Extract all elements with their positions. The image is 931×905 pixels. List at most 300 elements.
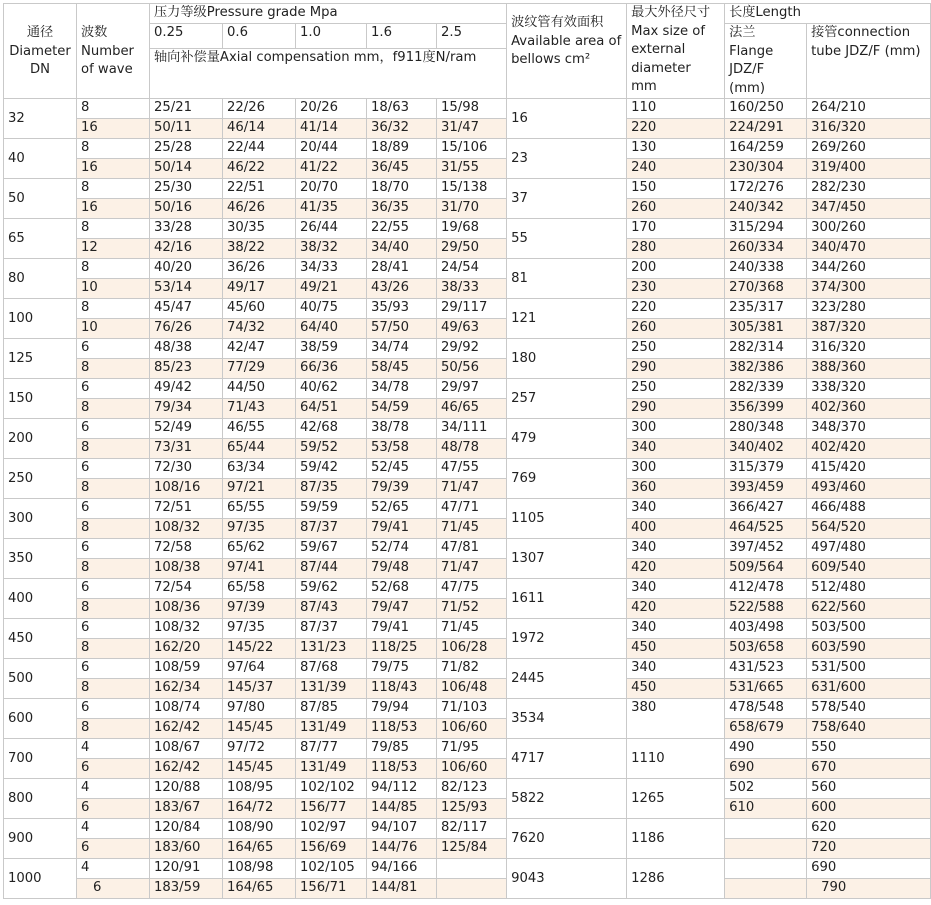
compensation-cell: 19/68	[437, 219, 507, 239]
wave-count-cell: 8	[77, 139, 150, 159]
header-effective-area: 波纹管有效面积 Available area of bellows cm²	[507, 4, 627, 99]
compensation-cell: 87/85	[296, 699, 367, 719]
compensation-cell: 131/23	[296, 639, 367, 659]
compensation-cell: 102/97	[296, 819, 367, 839]
diameter-cell: 80	[4, 259, 77, 299]
max-diameter-cell: 240	[627, 159, 725, 179]
compensation-cell: 29/50	[437, 239, 507, 259]
table-row	[4, 99, 931, 119]
table-row	[4, 599, 931, 619]
compensation-cell: 79/48	[367, 559, 437, 579]
compensation-cell: 71/45	[437, 619, 507, 639]
wave-count-cell: 8	[77, 679, 150, 699]
wave-count-cell: 8	[77, 359, 150, 379]
compensation-cell: 108/36	[150, 599, 223, 619]
wave-count-cell: 16	[77, 119, 150, 139]
compensation-cell: 52/49	[150, 419, 223, 439]
wave-count-cell: 6	[77, 659, 150, 679]
flange-length-cell	[725, 859, 807, 879]
wave-count-cell: 10	[77, 279, 150, 299]
area-cell: 37	[507, 179, 627, 219]
compensation-cell: 15/98	[437, 99, 507, 119]
wave-count-cell: 6	[77, 459, 150, 479]
compensation-cell: 15/138	[437, 179, 507, 199]
max-diameter-cell: 450	[627, 679, 725, 699]
flange-length-cell: 235/317	[725, 299, 807, 319]
compensation-cell: 15/106	[437, 139, 507, 159]
compensation-cell: 38/59	[296, 339, 367, 359]
compensation-cell: 52/65	[367, 499, 437, 519]
compensation-cell: 29/117	[437, 299, 507, 319]
compensation-cell: 47/75	[437, 579, 507, 599]
area-cell: 180	[507, 339, 627, 379]
area-cell: 1972	[507, 619, 627, 659]
tube-length-cell: 340/470	[807, 239, 931, 259]
table-row	[4, 659, 931, 679]
tube-length-cell: 531/500	[807, 659, 931, 679]
max-diameter-cell: 340	[627, 539, 725, 559]
compensation-cell: 31/47	[437, 119, 507, 139]
wave-count-cell: 8	[77, 719, 150, 739]
compensation-cell: 79/34	[150, 399, 223, 419]
tube-length-cell: 264/210	[807, 99, 931, 119]
flange-length-cell: 240/342	[725, 199, 807, 219]
header-max-diameter: 最大外径尺寸 Max size of external diameter mm	[627, 4, 725, 99]
compensation-cell: 49/42	[150, 379, 223, 399]
area-cell: 23	[507, 139, 627, 179]
compensation-cell: 183/60	[150, 839, 223, 859]
compensation-cell: 46/65	[437, 399, 507, 419]
max-diameter-cell: 250	[627, 339, 725, 359]
compensation-cell: 106/60	[437, 719, 507, 739]
compensation-cell: 94/107	[367, 819, 437, 839]
diameter-cell: 250	[4, 459, 77, 499]
wave-count-cell: 6	[77, 839, 150, 859]
area-cell: 1307	[507, 539, 627, 579]
table-row	[4, 519, 931, 539]
wave-count-cell: 8	[77, 299, 150, 319]
table-row	[4, 119, 931, 139]
compensation-cell: 33/28	[150, 219, 223, 239]
compensation-cell: 164/65	[223, 879, 296, 899]
compensation-cell: 108/38	[150, 559, 223, 579]
table-row	[4, 699, 931, 719]
compensation-cell: 49/17	[223, 279, 296, 299]
tube-length-cell: 631/600	[807, 679, 931, 699]
compensation-cell: 22/26	[223, 99, 296, 119]
compensation-cell: 22/51	[223, 179, 296, 199]
flange-length-cell: 522/588	[725, 599, 807, 619]
compensation-cell: 52/45	[367, 459, 437, 479]
compensation-cell: 97/35	[223, 619, 296, 639]
compensation-cell: 46/26	[223, 199, 296, 219]
wave-count-cell: 6	[77, 879, 150, 899]
compensation-cell: 87/77	[296, 739, 367, 759]
wave-count-cell: 6	[77, 699, 150, 719]
diameter-cell: 300	[4, 499, 77, 539]
flange-length-cell: 172/276	[725, 179, 807, 199]
table-row	[4, 739, 931, 759]
compensation-cell: 72/51	[150, 499, 223, 519]
area-cell: 4717	[507, 739, 627, 779]
flange-length-cell	[725, 819, 807, 839]
tube-length-cell: 503/500	[807, 619, 931, 639]
compensation-cell: 71/47	[437, 479, 507, 499]
flange-length-cell: 270/368	[725, 279, 807, 299]
table-row	[4, 419, 931, 439]
compensation-cell: 34/74	[367, 339, 437, 359]
compensation-cell: 25/30	[150, 179, 223, 199]
max-diameter-cell: 340	[627, 439, 725, 459]
max-diameter-cell: 280	[627, 239, 725, 259]
diameter-cell: 350	[4, 539, 77, 579]
max-diameter-cell: 340	[627, 619, 725, 639]
max-diameter-cell: 1265	[627, 779, 725, 819]
tube-length-cell: 564/520	[807, 519, 931, 539]
compensation-cell: 46/22	[223, 159, 296, 179]
compensation-cell: 120/88	[150, 779, 223, 799]
max-diameter-cell: 260	[627, 319, 725, 339]
compensation-cell: 131/49	[296, 719, 367, 739]
table-row	[4, 879, 931, 899]
compensation-cell: 54/59	[367, 399, 437, 419]
compensation-cell: 108/90	[223, 819, 296, 839]
tube-length-cell: 622/560	[807, 599, 931, 619]
compensation-cell: 72/54	[150, 579, 223, 599]
max-diameter-cell: 250	[627, 379, 725, 399]
diameter-cell: 500	[4, 659, 77, 699]
compensation-cell: 41/22	[296, 159, 367, 179]
compensation-cell: 57/50	[367, 319, 437, 339]
diameter-cell: 40	[4, 139, 77, 179]
compensation-cell: 40/62	[296, 379, 367, 399]
header-pressure-4: 2.5	[437, 24, 507, 49]
compensation-cell: 87/37	[296, 619, 367, 639]
flange-length-cell: 340/402	[725, 439, 807, 459]
flange-length-cell	[725, 839, 807, 859]
max-diameter-cell: 400	[627, 519, 725, 539]
wave-count-cell: 6	[77, 379, 150, 399]
flange-length-cell	[725, 879, 807, 899]
flange-length-cell: 658/679	[725, 719, 807, 739]
compensation-cell: 97/80	[223, 699, 296, 719]
diameter-cell: 800	[4, 779, 77, 819]
table-row	[4, 159, 931, 179]
wave-count-cell: 8	[77, 479, 150, 499]
compensation-cell: 71/43	[223, 399, 296, 419]
compensation-cell: 34/40	[367, 239, 437, 259]
wave-count-cell: 10	[77, 319, 150, 339]
compensation-cell: 145/45	[223, 719, 296, 739]
flange-length-cell: 478/548	[725, 699, 807, 719]
compensation-cell: 45/47	[150, 299, 223, 319]
table-row	[4, 499, 931, 519]
compensation-cell: 31/70	[437, 199, 507, 219]
diameter-cell: 125	[4, 339, 77, 379]
table-row	[4, 779, 931, 799]
max-diameter-cell: 380	[627, 699, 725, 739]
compensation-cell: 108/16	[150, 479, 223, 499]
area-cell: 9043	[507, 859, 627, 899]
compensation-cell: 125/84	[437, 839, 507, 859]
tube-length-cell: 550	[807, 739, 931, 759]
header-waves: 波数 Number of wave	[77, 4, 150, 99]
tube-length-cell: 387/320	[807, 319, 931, 339]
area-cell: 479	[507, 419, 627, 459]
compensation-cell: 118/53	[367, 759, 437, 779]
compensation-cell: 82/123	[437, 779, 507, 799]
compensation-cell: 145/45	[223, 759, 296, 779]
compensation-cell: 85/23	[150, 359, 223, 379]
compensation-cell: 36/32	[367, 119, 437, 139]
area-cell: 1105	[507, 499, 627, 539]
tube-length-cell: 316/320	[807, 119, 931, 139]
tube-length-cell: 402/420	[807, 439, 931, 459]
wave-count-cell: 8	[77, 559, 150, 579]
compensation-cell: 87/43	[296, 599, 367, 619]
flange-length-cell: 531/665	[725, 679, 807, 699]
compensation-cell: 162/42	[150, 719, 223, 739]
tube-length-cell: 560	[807, 779, 931, 799]
compensation-cell: 36/35	[367, 199, 437, 219]
tube-length-cell: 402/360	[807, 399, 931, 419]
flange-length-cell: 224/291	[725, 119, 807, 139]
spec-table	[3, 3, 931, 899]
compensation-cell: 144/76	[367, 839, 437, 859]
compensation-cell: 50/11	[150, 119, 223, 139]
compensation-cell: 71/103	[437, 699, 507, 719]
compensation-cell: 72/58	[150, 539, 223, 559]
compensation-cell: 38/32	[296, 239, 367, 259]
diameter-cell: 65	[4, 219, 77, 259]
wave-count-cell: 8	[77, 599, 150, 619]
compensation-cell: 34/78	[367, 379, 437, 399]
max-diameter-cell: 200	[627, 259, 725, 279]
compensation-cell: 102/102	[296, 779, 367, 799]
tube-length-cell: 600	[807, 799, 931, 819]
compensation-cell: 25/28	[150, 139, 223, 159]
compensation-cell: 18/70	[367, 179, 437, 199]
table-row	[4, 799, 931, 819]
diameter-cell: 32	[4, 99, 77, 139]
wave-count-cell: 6	[77, 579, 150, 599]
table-row	[4, 439, 931, 459]
max-diameter-cell: 340	[627, 499, 725, 519]
flange-length-cell: 230/304	[725, 159, 807, 179]
compensation-cell: 18/63	[367, 99, 437, 119]
tube-length-cell: 603/590	[807, 639, 931, 659]
flange-length-cell: 397/452	[725, 539, 807, 559]
compensation-cell: 52/74	[367, 539, 437, 559]
header-pressure-0: 0.25	[150, 24, 223, 49]
max-diameter-cell: 220	[627, 119, 725, 139]
area-cell: 16	[507, 99, 627, 139]
compensation-cell: 20/44	[296, 139, 367, 159]
compensation-cell: 164/65	[223, 839, 296, 859]
wave-count-cell: 6	[77, 339, 150, 359]
tube-length-cell: 347/450	[807, 199, 931, 219]
compensation-cell: 183/67	[150, 799, 223, 819]
compensation-cell: 108/98	[223, 859, 296, 879]
compensation-cell: 20/70	[296, 179, 367, 199]
table-row	[4, 139, 931, 159]
max-diameter-cell: 1110	[627, 739, 725, 779]
compensation-cell: 30/35	[223, 219, 296, 239]
compensation-cell: 145/22	[223, 639, 296, 659]
compensation-cell: 46/55	[223, 419, 296, 439]
compensation-cell: 22/44	[223, 139, 296, 159]
compensation-cell: 65/55	[223, 499, 296, 519]
compensation-cell: 50/14	[150, 159, 223, 179]
header-connection-tube: 接管connection tube JDZ/F (mm)	[807, 24, 931, 99]
area-cell: 81	[507, 259, 627, 299]
compensation-cell: 49/21	[296, 279, 367, 299]
wave-count-cell: 16	[77, 199, 150, 219]
compensation-cell: 41/35	[296, 199, 367, 219]
max-diameter-cell: 300	[627, 419, 725, 439]
wave-count-cell: 8	[77, 99, 150, 119]
compensation-cell: 29/97	[437, 379, 507, 399]
compensation-cell: 118/53	[367, 719, 437, 739]
table-row	[4, 459, 931, 479]
compensation-cell: 48/78	[437, 439, 507, 459]
compensation-cell: 28/41	[367, 259, 437, 279]
tube-length-cell: 512/480	[807, 579, 931, 599]
compensation-cell: 79/41	[367, 619, 437, 639]
compensation-cell: 38/33	[437, 279, 507, 299]
area-cell: 3534	[507, 699, 627, 739]
compensation-cell: 59/62	[296, 579, 367, 599]
compensation-cell: 164/72	[223, 799, 296, 819]
table-row	[4, 579, 931, 599]
wave-count-cell: 4	[77, 739, 150, 759]
header-length: 长度Length	[725, 4, 931, 24]
table-row	[4, 479, 931, 499]
tube-length-cell: 690	[807, 859, 931, 879]
max-diameter-cell: 230	[627, 279, 725, 299]
tube-length-cell: 348/370	[807, 419, 931, 439]
table-row	[4, 219, 931, 239]
compensation-cell: 20/26	[296, 99, 367, 119]
header-pressure-grade: 压力等级Pressure grade Mpa	[150, 4, 507, 24]
tube-length-cell: 790	[807, 879, 931, 899]
compensation-cell: 97/39	[223, 599, 296, 619]
compensation-cell: 29/92	[437, 339, 507, 359]
compensation-cell: 82/117	[437, 819, 507, 839]
compensation-cell: 59/67	[296, 539, 367, 559]
compensation-cell: 72/30	[150, 459, 223, 479]
wave-count-cell: 6	[77, 499, 150, 519]
compensation-cell: 145/37	[223, 679, 296, 699]
compensation-cell: 120/84	[150, 819, 223, 839]
tube-length-cell: 578/540	[807, 699, 931, 719]
table-row	[4, 819, 931, 839]
compensation-cell: 42/68	[296, 419, 367, 439]
compensation-cell: 108/95	[223, 779, 296, 799]
compensation-cell: 156/77	[296, 799, 367, 819]
compensation-cell: 34/33	[296, 259, 367, 279]
compensation-cell: 94/112	[367, 779, 437, 799]
table-row	[4, 279, 931, 299]
wave-count-cell: 8	[77, 439, 150, 459]
compensation-cell: 59/59	[296, 499, 367, 519]
compensation-cell: 106/60	[437, 759, 507, 779]
compensation-cell: 53/58	[367, 439, 437, 459]
flange-length-cell: 160/250	[725, 99, 807, 119]
compensation-cell: 125/93	[437, 799, 507, 819]
compensation-cell: 102/105	[296, 859, 367, 879]
compensation-cell: 22/55	[367, 219, 437, 239]
compensation-cell: 162/20	[150, 639, 223, 659]
compensation-cell: 36/45	[367, 159, 437, 179]
table-row	[4, 539, 931, 559]
diameter-cell: 450	[4, 619, 77, 659]
flange-length-cell: 240/338	[725, 259, 807, 279]
table-row	[4, 319, 931, 339]
diameter-cell: 400	[4, 579, 77, 619]
area-cell: 1611	[507, 579, 627, 619]
wave-count-cell: 8	[77, 639, 150, 659]
compensation-cell: 34/111	[437, 419, 507, 439]
diameter-cell: 700	[4, 739, 77, 779]
header-pressure-1: 0.6	[223, 24, 296, 49]
max-diameter-cell: 420	[627, 559, 725, 579]
compensation-cell: 120/91	[150, 859, 223, 879]
max-diameter-cell: 290	[627, 359, 725, 379]
compensation-cell: 131/39	[296, 679, 367, 699]
compensation-cell: 183/59	[150, 879, 223, 899]
compensation-cell: 156/71	[296, 879, 367, 899]
flange-length-cell: 431/523	[725, 659, 807, 679]
max-diameter-cell: 150	[627, 179, 725, 199]
compensation-cell: 74/32	[223, 319, 296, 339]
compensation-cell: 45/60	[223, 299, 296, 319]
compensation-cell: 44/50	[223, 379, 296, 399]
compensation-cell: 97/21	[223, 479, 296, 499]
compensation-cell: 144/85	[367, 799, 437, 819]
compensation-cell: 65/44	[223, 439, 296, 459]
table-row	[4, 239, 931, 259]
compensation-cell: 79/39	[367, 479, 437, 499]
compensation-cell: 41/14	[296, 119, 367, 139]
max-diameter-cell: 300	[627, 459, 725, 479]
tube-length-cell: 374/300	[807, 279, 931, 299]
area-cell: 7620	[507, 819, 627, 859]
flange-length-cell: 305/381	[725, 319, 807, 339]
tube-length-cell: 670	[807, 759, 931, 779]
compensation-cell: 79/41	[367, 519, 437, 539]
tube-length-cell: 344/260	[807, 259, 931, 279]
table-row	[4, 719, 931, 739]
flange-length-cell: 280/348	[725, 419, 807, 439]
compensation-cell: 25/21	[150, 99, 223, 119]
compensation-cell: 46/14	[223, 119, 296, 139]
flange-length-cell: 282/339	[725, 379, 807, 399]
compensation-cell: 79/85	[367, 739, 437, 759]
compensation-cell: 64/51	[296, 399, 367, 419]
compensation-cell: 71/52	[437, 599, 507, 619]
tube-length-cell: 323/280	[807, 299, 931, 319]
table-row	[4, 259, 931, 279]
compensation-cell: 108/74	[150, 699, 223, 719]
wave-count-cell: 8	[77, 399, 150, 419]
diameter-cell: 50	[4, 179, 77, 219]
compensation-cell: 79/75	[367, 659, 437, 679]
compensation-cell: 59/52	[296, 439, 367, 459]
compensation-cell: 162/42	[150, 759, 223, 779]
compensation-cell: 43/26	[367, 279, 437, 299]
compensation-cell: 40/20	[150, 259, 223, 279]
